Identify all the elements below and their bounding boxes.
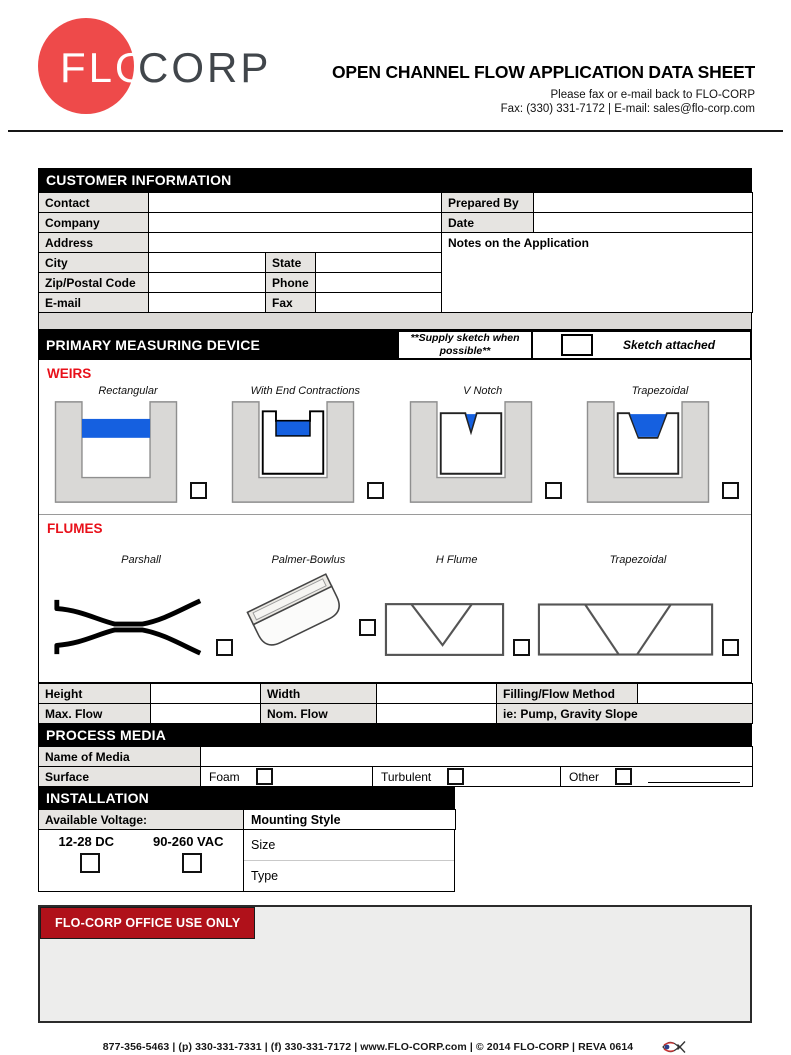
trapezoidal-weir-diagram <box>581 400 715 504</box>
contact-label: Contact <box>39 193 149 213</box>
primary-measuring-device-header: PRIMARY MEASURING DEVICE <box>38 330 397 360</box>
size-label: Size <box>251 838 276 852</box>
weirs-row <box>39 383 751 514</box>
end-contractions-weir-diagram <box>226 400 360 504</box>
weir-rectangular-caption: Rectangular <box>98 385 158 397</box>
nom-flow-input[interactable] <box>377 704 497 724</box>
surface-other-option <box>561 768 752 785</box>
supply-sketch-note: **Supply sketch when possible** <box>397 330 533 360</box>
weir-trapezoidal <box>581 385 739 504</box>
parshall-flume-diagram <box>49 596 209 658</box>
size-input[interactable] <box>275 830 454 860</box>
mounting-style-label: Mounting Style <box>244 810 456 830</box>
flume-palmer-bowlus-checkbox[interactable] <box>359 619 376 636</box>
surface-foam-option <box>201 768 372 785</box>
phone-input[interactable] <box>316 273 442 293</box>
weir-trapezoidal-caption: Trapezoidal <box>631 385 689 397</box>
city-label: City <box>39 253 149 273</box>
other-input-line[interactable] <box>648 770 740 783</box>
fax-input[interactable] <box>316 293 442 313</box>
office-use-badge: FLO-CORP OFFICE USE ONLY <box>40 907 255 939</box>
header-divider <box>8 130 783 132</box>
installation-table <box>38 809 456 830</box>
logo-corp-text: CORP <box>138 44 272 91</box>
flume-palmer-bowlus <box>240 540 376 658</box>
logo-flo-text: FLO <box>60 44 151 91</box>
height-input[interactable] <box>151 684 261 704</box>
flume-parshall <box>49 540 233 658</box>
company-input[interactable] <box>149 213 442 233</box>
footer-contact-line: 877-356-5463 | (p) 330-331-7331 | (f) 330-331-7172 | www.FLO-CORP.com | © 2014 FLO-CORP | REVA 0614 <box>102 1041 634 1053</box>
process-media-header: PROCESS MEDIA <box>38 724 752 746</box>
header-subtitle: Please fax or e-mail back to FLO-CORP <box>550 89 755 101</box>
flume-trapezoidal-caption: Trapezoidal <box>609 554 667 566</box>
flume-h-flume <box>384 540 530 658</box>
fax-label: Fax <box>266 293 316 313</box>
email-label: E-mail <box>39 293 149 313</box>
flumes-row <box>39 538 751 668</box>
flume-trapezoidal <box>537 540 739 658</box>
type-label: Type <box>251 869 279 883</box>
weir-rectangular-checkbox[interactable] <box>190 482 207 499</box>
name-of-media-input[interactable] <box>201 747 753 767</box>
company-label: Company <box>39 213 149 233</box>
process-media-table <box>38 746 753 767</box>
footer <box>38 1039 752 1055</box>
state-input[interactable] <box>316 253 442 273</box>
flume-parshall-caption: Parshall <box>121 554 161 566</box>
voltage-vac-label: 90-260 VAC <box>152 834 224 849</box>
weirs-title: WEIRS <box>47 366 92 381</box>
trapezoidal-flume-diagram <box>537 602 715 658</box>
address-label: Address <box>39 233 149 253</box>
date-label: Date <box>442 213 534 233</box>
zip-label: Zip/Postal Code <box>39 273 149 293</box>
weir-rectangular <box>49 385 207 504</box>
max-flow-input[interactable] <box>151 704 261 724</box>
height-label: Height <box>39 684 151 704</box>
zip-input[interactable] <box>149 273 266 293</box>
weir-v-notch-checkbox[interactable] <box>545 482 562 499</box>
width-label: Width <box>261 684 377 704</box>
filling-flow-method-label: Filling/Flow Method <box>497 684 638 704</box>
type-input[interactable] <box>278 861 454 891</box>
name-of-media-label: Name of Media <box>39 747 201 767</box>
filling-flow-method-input[interactable] <box>638 684 753 704</box>
customer-information-header: CUSTOMER INFORMATION <box>38 168 752 192</box>
email-input[interactable] <box>149 293 266 313</box>
sketch-attached-checkbox[interactable] <box>561 334 593 356</box>
flumes-section <box>39 514 751 682</box>
width-input[interactable] <box>377 684 497 704</box>
notes-area[interactable]: Notes on the Application <box>442 233 753 313</box>
weir-end-contractions-checkbox[interactable] <box>367 482 384 499</box>
weir-trapezoidal-checkbox[interactable] <box>722 482 739 499</box>
flume-trapezoidal-checkbox[interactable] <box>722 639 739 656</box>
turbulent-label: Turbulent <box>381 769 432 784</box>
city-input[interactable] <box>149 253 266 273</box>
date-input[interactable] <box>534 213 753 233</box>
other-label: Other <box>569 769 600 784</box>
rectangular-weir-diagram <box>49 400 183 504</box>
nom-flow-label: Nom. Flow <box>261 704 377 724</box>
mounting-style-cell <box>244 830 454 891</box>
page-title: OPEN CHANNEL FLOW APPLICATION DATA SHEET <box>331 62 755 82</box>
header-title-block <box>332 62 755 115</box>
dimensions-table <box>38 683 753 724</box>
installation-detail-row <box>38 830 455 892</box>
contact-input[interactable] <box>149 193 442 213</box>
flume-h-flume-checkbox[interactable] <box>513 639 530 656</box>
ichthys-flag-icon <box>661 1039 687 1055</box>
installation-header: INSTALLATION <box>38 787 455 809</box>
surface-label: Surface <box>39 767 201 787</box>
weir-end-contractions-caption: With End Contractions <box>250 385 360 397</box>
prepared-by-label: Prepared By <box>442 193 534 213</box>
surface-turbulent-option <box>373 768 560 785</box>
state-label: State <box>266 253 316 273</box>
spacer-band <box>38 313 752 330</box>
h-flume-diagram <box>384 602 506 658</box>
sketch-attached-label: Sketch attached <box>623 338 716 352</box>
weir-v-notch-caption: V Notch <box>463 385 503 397</box>
other-checkbox[interactable] <box>615 768 632 785</box>
foam-checkbox[interactable] <box>256 768 273 785</box>
form-body <box>38 168 752 1055</box>
max-flow-label: Max. Flow <box>39 704 151 724</box>
office-use-area[interactable] <box>38 905 752 1023</box>
surface-table <box>38 766 753 787</box>
palmer-bowlus-flume-diagram <box>240 566 352 658</box>
address-input[interactable] <box>149 233 442 253</box>
flume-h-flume-caption: H Flume <box>435 554 478 566</box>
voltage-12-28-dc-checkbox[interactable] <box>80 853 100 873</box>
voltage-90-260-vac-checkbox[interactable] <box>182 853 202 873</box>
weir-v-notch <box>404 385 562 504</box>
installation-section <box>38 787 455 892</box>
voltage-options <box>39 830 244 891</box>
flume-parshall-checkbox[interactable] <box>216 639 233 656</box>
primary-measuring-device-row <box>38 330 752 360</box>
device-diagrams-box <box>38 360 752 683</box>
voltage-dc-label: 12-28 DC <box>58 834 115 849</box>
phone-label: Phone <box>266 273 316 293</box>
available-voltage-label: Available Voltage: <box>39 810 244 830</box>
foam-label: Foam <box>209 769 240 784</box>
flume-palmer-bowlus-caption: Palmer-Bowlus <box>271 554 346 566</box>
sketch-attached-cell <box>533 330 752 360</box>
prepared-by-input[interactable] <box>534 193 753 213</box>
customer-information-table <box>38 192 753 313</box>
v-notch-weir-diagram <box>404 400 538 504</box>
weir-end-contractions <box>226 385 384 504</box>
turbulent-checkbox[interactable] <box>447 768 464 785</box>
header-contact-line: Fax: (330) 331-7172 | E-mail: sales@flo-corp.com <box>500 103 755 115</box>
flumes-title: FLUMES <box>47 521 103 536</box>
filling-hint-label: ie: Pump, Gravity Slope <box>497 704 753 724</box>
